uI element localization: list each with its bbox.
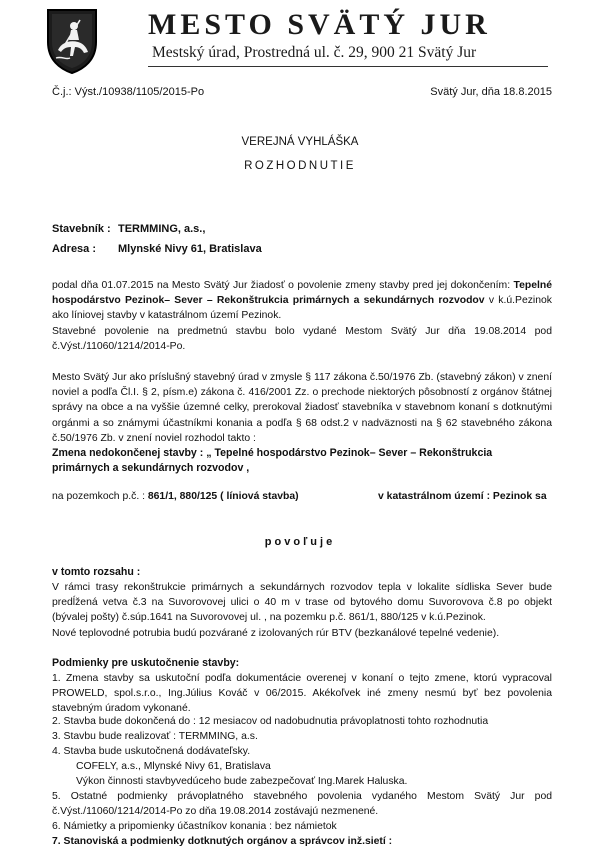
conditions-heading: Podmienky pre uskutočnenie stavby: xyxy=(52,657,240,669)
plots-label: na pozemkoch p.č. : xyxy=(52,491,148,502)
scope-heading: v tomto rozsahu : xyxy=(52,566,141,578)
reference-number: Č.j.: Výst./10938/1105/2015-Po xyxy=(52,86,205,98)
public-notice-title: VEREJNÁ VYHLÁŠKA xyxy=(241,136,359,148)
address-label: Adresa : xyxy=(52,243,97,255)
scope-text-2: Nové teplovodné potrubia budú pozvárané z izolovaných rúr BTV (bezkanálové tepelné vedenie). xyxy=(52,627,500,639)
condition-item-3: 3. Stavbu bude realizovať : TERMMING, a.s. xyxy=(52,731,258,742)
plots-value: 861/1, 880/125 ( líniová stavba) xyxy=(147,491,299,502)
condition-item-6: 6. Námietky a pripomienky účastníkov konania : bez námietok xyxy=(52,821,337,832)
subject-line: Zmena nedokončenej stavby : „ Tepelné hospodárstvo Pezinok– Sever – Rekonštrukcia primárnych a sekundárnych rozvodov , xyxy=(52,447,493,474)
builder-value: TERMMING, a.s., xyxy=(118,223,206,235)
permit-word: povoľuje xyxy=(264,536,336,548)
cadastre-line: v katastrálnom území : Pezinok sa xyxy=(378,491,547,502)
application-text: podal dňa 01.07.2015 na Mesto Svätý Jur žiadosť o povolenie zmeny stavby pred jej dokončením: xyxy=(52,280,514,291)
application-paragraph xyxy=(52,278,552,354)
application-text-end: v k.ú.Pezinok ako líniovej stavby v katastrálnom území Pezinok. xyxy=(52,295,552,322)
office-address: Mestský úrad, Prostredná ul. č. 29, 900 21 Svätý Jur xyxy=(152,44,477,61)
address-value: Mlynské Nivy 61, Bratislava xyxy=(118,243,262,255)
condition-item-1: 1. Zmena stavby sa uskutoční podľa dokumentácie overenej v konaní o tejto zmene, ktorú vypracoval PROWELD, spol.s.r.o., Ing.Július Kováč v 06/2015. Akékoľvek iné zmeny nesmú byť bez povolenia stavebným úradom vykonané. xyxy=(52,673,552,715)
permit-history-text: Stavebné povolenie na predmetnú stavbu bolo vydané Mestom Svätý Jur dňa 19.08.2014 pod č.Výst./11060/1214/2014-Po. xyxy=(52,325,552,352)
condition-item-4: 4. Stavba bude uskutočnená dodávateľsky. xyxy=(52,746,251,757)
plots-line xyxy=(52,491,299,502)
project-name: Tepelné hospodárstvo Pezinok– Sever – Rekonštrukcia primárnych a sekundárnych rozvodov xyxy=(52,280,552,307)
condition-item-2: 2. Stavba bude dokončená do : 12 mesiacov od nadobudnutia právoplatnosti tohto rozhodnutia xyxy=(52,716,489,727)
town-crest-icon xyxy=(44,6,100,76)
town-name: MESTO SVÄTÝ JUR xyxy=(148,8,491,41)
scope-text: V rámci trasy rekonštrukcie primárnych a sekundárnych rozvodov tepla v lokalite sídliska Sever bude predĺžená vetva č.3 na Suvorovovej ulici o 40 m v trase od bytového domu Suvorovova č.8 po objekt (bývalej pošty) č.súp.1641 na Suvorovovej ul. , na pozemku p.č. 861/1, 880/125 v k.ú.Pezinok. xyxy=(52,582,552,624)
condition-item-5: 5. Ostatné podmienky právoplatného stavebného povolenia vydaného Mestom Svätý Jur pod č.Výst./11060/1214/2014-Po zo dňa 19.08.2014 zostávajú nezmenené. xyxy=(52,791,552,818)
scope-paragraph xyxy=(52,580,552,641)
authority-paragraph: Mesto Svätý Jur ako príslušný stavebný úrad v zmysle § 117 zákona č.50/1976 Zb. (stavebný zákon) v znení noviel a podľa Čl.I. § 2, písm.e) zákona č. 416/2001 Zz. o prechode niektorých pôsobností z orgánov štátnej správy na obce a na vyššie územné celky, prerokoval žiadosť stavebníka v stavebnom konaní s dotknutými orgánmi a so známymi účastníkmi konania a podľa § 68 odst.2 v nadväznosti na § 62 stavebného zákona č.50/1976 Zb. v znení noviel rozhodol takto : xyxy=(52,372,552,444)
header-divider xyxy=(148,66,548,67)
site-manager: Výkon činnosti stavbyvedúceho bude zabezpečovať Ing.Marek Haluska. xyxy=(76,776,408,787)
condition-item-7: 7. Stanoviská a podmienky dotknutých orgánov a správcov inž.sietí : xyxy=(52,836,393,847)
contractor-name: COFELY, a.s., Mlynské Nivy 61, Bratislava xyxy=(76,761,271,772)
builder-label: Stavebník : xyxy=(52,223,111,235)
decision-title: ROZHODNUTIE xyxy=(244,160,356,172)
place-and-date: Svätý Jur, dňa 18.8.2015 xyxy=(430,86,552,98)
